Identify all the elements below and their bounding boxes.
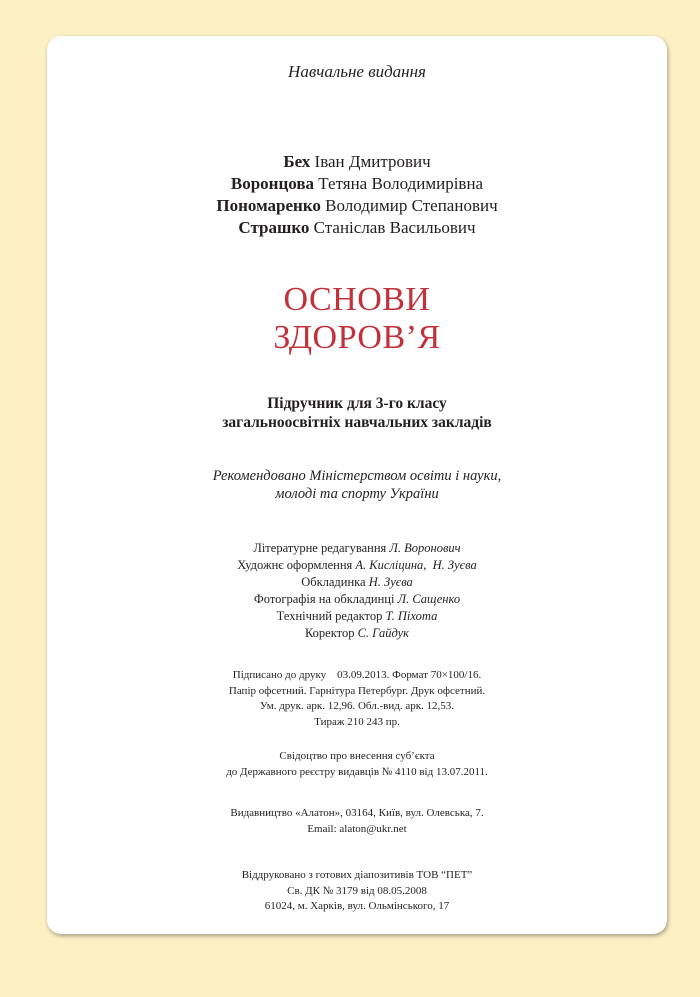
- author-given-names: Станіслав Васильович: [313, 218, 476, 237]
- author-surname: Бех: [283, 152, 311, 171]
- subtitle-line: загальноосвітніх навчальних закладів: [222, 414, 492, 431]
- author-given-names: Володимир Степанович: [325, 196, 498, 215]
- credit-person: С. Гайдук: [357, 626, 410, 640]
- author-line: [47, 195, 667, 217]
- author-given-names: Іван Дмитрович: [314, 152, 431, 171]
- editorial-credits: [47, 540, 667, 642]
- subtitle-line: Підручник для 3-го класу: [267, 395, 447, 412]
- credit-person: Л. Сащенко: [397, 592, 461, 606]
- credit-person: А. Кисліцина, Н. Зуєва: [355, 558, 477, 572]
- print-detail-line: Папір офсетний. Гарнітура Петербург. Друк офсетний.: [228, 684, 486, 697]
- printer-line: Св. ДК № 3179 від 08.05.2008: [287, 884, 427, 897]
- author-surname: Страшко: [238, 218, 310, 237]
- credit-person: Л. Воронович: [389, 541, 461, 555]
- credit-role: Фотографія на обкладинці: [253, 592, 395, 606]
- credit-line: [47, 591, 667, 608]
- credit-role: Художнє оформлення: [237, 558, 353, 572]
- credit-line: [47, 574, 667, 591]
- credit-line: [47, 540, 667, 557]
- author-line: [47, 151, 667, 173]
- print-details: [47, 668, 667, 730]
- book-title-line: ОСНОВИ: [283, 281, 431, 318]
- printer-info: [47, 868, 667, 915]
- printer-line: Віддруковано з готових діапозитивів ТОВ “ПЕТ”: [241, 869, 473, 881]
- credit-person: Т. Піхота: [385, 609, 438, 623]
- print-detail-line: Тираж 210 243 пр.: [314, 715, 400, 728]
- print-detail-line: Ум. друк. арк. 12,96. Обл.-вид. арк. 12,53.: [259, 700, 455, 712]
- publisher-line: Видавництво «Алатон», 03164, Київ, вул. Олевська, 7.: [230, 807, 484, 819]
- credit-line: [47, 608, 667, 625]
- credit-line: [47, 625, 667, 642]
- author-line: [47, 217, 667, 239]
- author-line: [47, 173, 667, 195]
- credit-role: Технічний редактор: [276, 609, 383, 623]
- book-imprint-page: [47, 36, 667, 934]
- print-detail-line: Підписано до друку 03.09.2013. Формат 70×100/16.: [232, 669, 482, 681]
- credit-role: Обкладинка: [301, 575, 366, 589]
- author-given-names: Тетяна Володимирівна: [318, 174, 484, 193]
- ministry-recommendation: [47, 467, 667, 503]
- book-title-line: ЗДОРОВ’Я: [273, 319, 441, 356]
- credit-role: Коректор: [304, 626, 355, 640]
- author-surname: Пономаренко: [216, 196, 321, 215]
- publisher-certificate: [47, 749, 667, 780]
- edition-type: Навчальне видання: [288, 62, 426, 81]
- credit-line: [47, 557, 667, 574]
- certificate-line: Свідоцтво про внесення суб’єкта: [279, 750, 435, 762]
- credit-role: Літературне редагування: [253, 541, 387, 555]
- publisher-address: [47, 806, 667, 837]
- credit-person: Н. Зуєва: [368, 575, 413, 589]
- recommendation-line: Рекомендовано Міністерством освіти і науки,: [212, 468, 502, 484]
- recommendation-line: молоді та спорту України: [275, 486, 439, 502]
- book-title: [47, 281, 667, 357]
- author-surname: Воронцова: [230, 174, 315, 193]
- author-list: [47, 151, 667, 239]
- printer-line: 61024, м. Харків, вул. Ольмінського, 17: [264, 900, 450, 912]
- certificate-line: до Державного реєстру видавців № 4110 від 13.07.2011.: [226, 765, 488, 778]
- publisher-email: Email: alaton@ukr.net: [307, 822, 407, 835]
- book-subtitle: [47, 394, 667, 432]
